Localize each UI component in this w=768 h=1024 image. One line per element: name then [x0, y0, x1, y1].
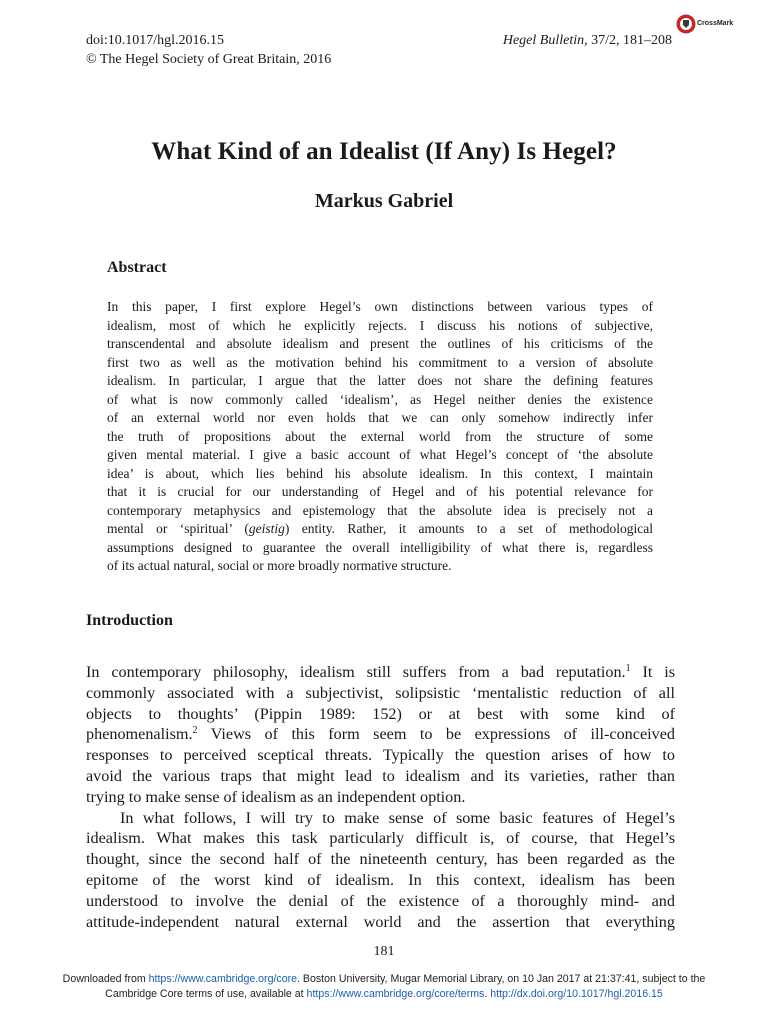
crossmark-icon	[676, 14, 696, 34]
abstract-text-fragment: mental or ‘spiritual’ (	[107, 521, 249, 536]
footer-text: Downloaded from	[62, 973, 149, 985]
abstract-line	[107, 520, 653, 539]
article-meta	[86, 31, 331, 69]
abstract-line: idea’ is about, which lies behind his absolute idealism. In this context, I maintain	[107, 465, 653, 481]
article-title: What Kind of an Idealist (If Any) Is Hegel?	[151, 138, 617, 165]
body-line: commonly associated with a subjectivist, solipsistic ‘mentalistic reduction of all	[86, 683, 675, 702]
body-line: In what follows, I will try to make sense of some basic features of Hegel’s	[120, 808, 675, 827]
abstract-line: idealism. In particular, I argue that the latter does not share the defining features	[107, 373, 653, 388]
body-line	[86, 662, 675, 683]
crossmark-label: CrossMark	[697, 20, 734, 27]
cambridge-core-link[interactable]: https://www.cambridge.org/core	[148, 973, 298, 985]
abstract-line: In this paper, I first explore Hegel’s own distinctions between various types of	[107, 299, 653, 314]
body-text-fragment: phenomenalism.	[86, 725, 193, 744]
body-line: objects to thoughts’ (Pippin 1989: 152) or at best with some kind of	[86, 704, 675, 723]
doi-link[interactable]: http://dx.doi.org/10.1017/hgl.2016.15	[490, 988, 663, 1000]
abstract-line: idealism, most of which he explicitly rejects. I discuss his notions of subjective,	[107, 317, 653, 333]
footer-text: Cambridge Core terms of use, available at	[105, 988, 307, 1000]
abstract-text	[107, 298, 653, 576]
footer-line-2	[0, 987, 768, 1002]
download-footer	[0, 972, 768, 1002]
journal-name: Hegel Bulletin	[502, 33, 585, 48]
footer-text: . Boston University, Mugar Memorial Library, on 10 Jan 2017 at 21:37:41, subject to the	[297, 973, 706, 985]
body-text-fragment: Views of this form seem to be expressions of ill-conceived	[197, 725, 675, 744]
abstract-line: given mental material. I give a basic account of what Hegel’s concept of ‘the absolute	[107, 447, 653, 462]
footnote-ref-2[interactable]: 2	[192, 725, 198, 737]
abstract-line: transcendental and absolute idealism and present the outlines of his criticisms of the	[107, 336, 653, 351]
body-line: epitome of the worst kind of idealism. In this context, idealism has been	[86, 870, 675, 889]
page-number: 181	[373, 944, 395, 959]
introduction-heading: Introduction	[86, 612, 173, 629]
abstract-line: of an external world nor even holds that we can only somehow indirectly infer	[107, 410, 653, 425]
crossmark-badge[interactable]	[676, 12, 736, 36]
footnote-ref-1[interactable]: 1	[625, 663, 631, 674]
body-text-fragment: In contemporary philosophy, idealism still suffers from a bad reputation.	[86, 663, 626, 681]
journal-citation	[503, 31, 672, 50]
abstract-heading: Abstract	[107, 259, 167, 276]
copyright-text: © The Hegel Society of Great Britain, 2016	[86, 52, 332, 67]
body-line: avoid the various traps that might lead to idealism and its varieties, rather than	[86, 766, 675, 785]
body-line: trying to make sense of idealism as an independent option.	[86, 787, 466, 806]
abstract-line: of what is now commonly called ‘idealism’, as Hegel neither denies the existence	[107, 391, 653, 407]
abstract-line: assumptions designed to guarantee the overall intelligibility of what there is, regardless	[107, 539, 653, 555]
body-line: understood to involve the denial of the existence of a thoroughly mind- and	[86, 891, 675, 910]
footer-line-1	[0, 972, 768, 987]
abstract-text-fragment: ) entity. Rather, it amounts to a set of methodological	[284, 521, 653, 536]
abstract-italic-term: geistig	[248, 521, 285, 536]
journal-issue: , 37/2, 181–208	[584, 33, 672, 48]
body-line: responses to perceived sceptical threats. Typically the question arises of how to	[86, 746, 675, 765]
abstract-line: first two as well as the motivation behind his commitment to a version of absolute	[107, 354, 653, 370]
abstract-line: of its actual natural, social or more broadly normative structure.	[107, 558, 452, 573]
body-line	[86, 724, 675, 745]
body-line: idealism. What makes this task particularly difficult is, of course, that Hegel’s	[86, 829, 675, 848]
body-line: thought, since the second half of the nineteenth century, has been regarded as the	[86, 850, 675, 869]
terms-link[interactable]: https://www.cambridge.org/core/terms	[306, 988, 485, 1000]
body-text	[86, 662, 675, 932]
author-name: Markus Gabriel	[314, 190, 454, 212]
abstract-line: the truth of propositions about the external world from the structure of some	[107, 428, 653, 444]
abstract-line: that it is crucial for our understanding of Hegel and of his potential relevance for	[107, 484, 653, 499]
footer-text: .	[484, 988, 491, 1000]
doi-text: doi:10.1017/hgl.2016.15	[86, 33, 225, 48]
body-text-fragment: It is	[630, 663, 676, 681]
body-line: attitude-independent natural external world and the assertion that everything	[86, 912, 675, 931]
abstract-line: contemporary metaphysics and epistemology that the absolute idea is precisely not a	[107, 502, 653, 518]
